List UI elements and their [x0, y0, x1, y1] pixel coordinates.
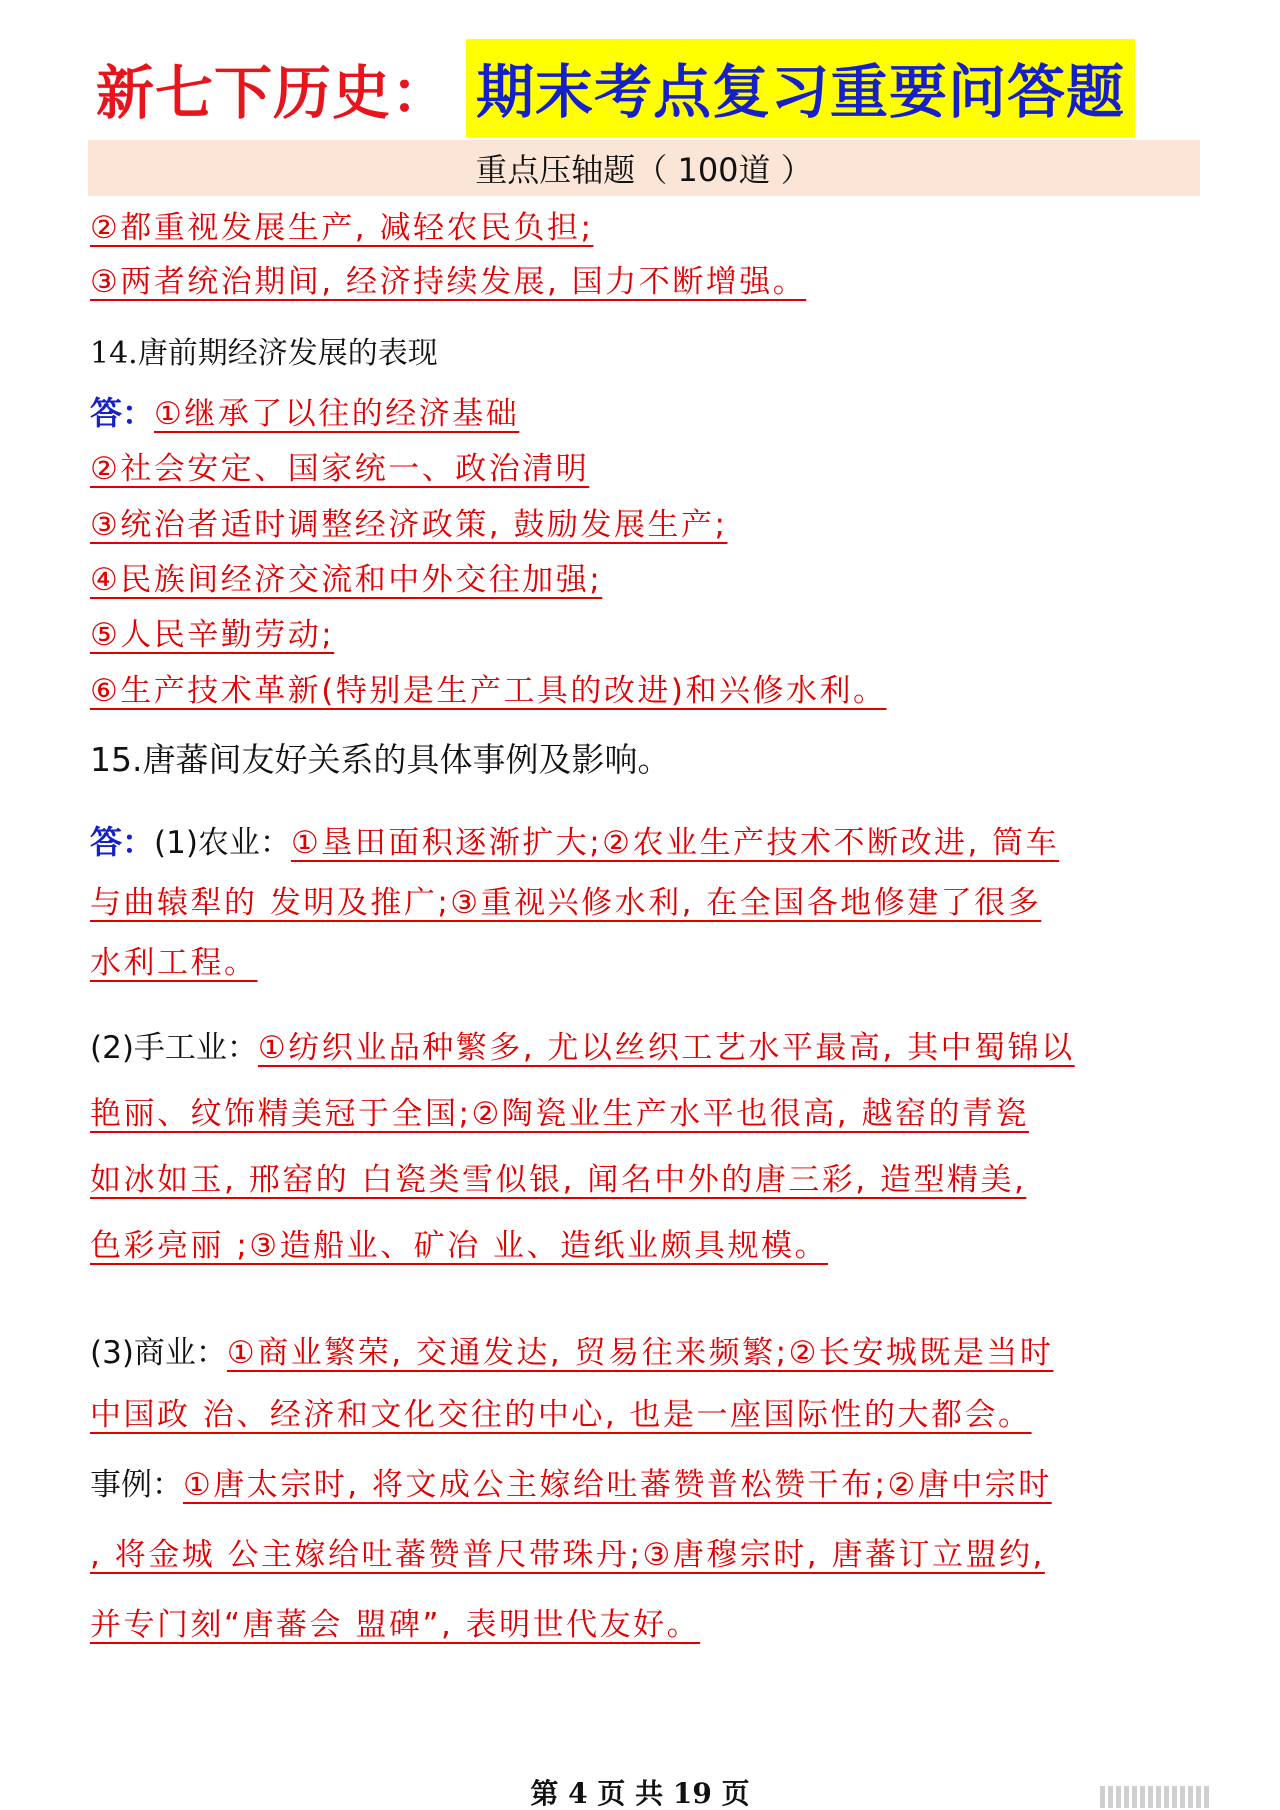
title-left: 新七下历史：	[96, 59, 451, 127]
prev-answer-line: ③两者统治期间, 经济持续发展, 国力不断增强。	[90, 264, 807, 300]
q14-item: ④民族间经济交流和中外交往加强;	[90, 562, 603, 598]
agri-line: 水利工程。	[90, 945, 258, 981]
q14-item: ②社会安定、国家统一、政治清明	[90, 451, 590, 487]
title-highlight: 期末考点复习重要问答题	[466, 39, 1135, 137]
watermark-bars	[1100, 1782, 1209, 1808]
q15-commerce-block	[90, 1322, 1200, 1446]
commerce-line: ①商业繁荣, 交通发达, 贸易往来频繁;②长安城既是当时	[226, 1335, 1054, 1371]
question-15: 15.唐蕃间友好关系的具体事例及影响。	[90, 740, 671, 779]
q14-answer-line	[90, 388, 519, 434]
q14-item: ⑤人民辛勤劳动;	[90, 617, 335, 653]
q15-agri-block	[90, 812, 1200, 993]
craft-line: 如冰如玉, 邢窑的 白瓷类雪似银, 闻名中外的唐三彩, 造型精美,	[90, 1162, 1027, 1198]
q14-item: ⑥生产技术革新(特别是生产工具的改进)和兴修水利。	[90, 673, 887, 709]
question-14: 14.唐前期经济发展的表现	[90, 336, 438, 371]
q15-craft-block	[90, 1015, 1200, 1279]
craft-label: (2)手工业：	[90, 1030, 258, 1066]
examples-line: ①唐太宗时, 将文成公主嫁给吐蕃赞普松赞干布;②唐中宗时	[183, 1467, 1052, 1503]
answer-label: 答：	[90, 823, 155, 861]
examples-line: 并专门刻“唐蕃会 盟碑”, 表明世代友好。	[90, 1607, 701, 1643]
craft-line: 色彩亮丽 ;③造船业、矿冶 业、造纸业颇具规模。	[90, 1228, 828, 1264]
q14-item: ③统治者适时调整经济政策, 鼓励发展生产;	[90, 507, 728, 543]
title-row	[96, 40, 1135, 136]
agri-line: ①垦田面积逐渐扩大;②农业生产技术不断改进, 筒车	[290, 825, 1060, 861]
q14-item: ①继承了以往的经济基础	[154, 396, 520, 432]
page-number: 第 4 页 共 19 页	[530, 1777, 750, 1810]
q15-examples-block	[90, 1450, 1200, 1660]
examples-line: , 将金城 公主嫁给吐蕃赞普尺带珠丹;③唐穆宗时, 唐蕃订立盟约,	[90, 1537, 1045, 1573]
commerce-label: (3)商业：	[90, 1335, 227, 1371]
agri-label: (1)农业：	[154, 825, 291, 861]
commerce-line: 中国政 治、经济和文化交往的中心, 也是一座国际性的大都会。	[90, 1397, 1032, 1433]
craft-line: 艳丽、纹饰精美冠于全国;②陶瓷业生产水平也很高, 越窑的青瓷	[90, 1096, 1029, 1132]
examples-label: 事例：	[90, 1467, 183, 1503]
prev-answer-line: ②都重视发展生产, 减轻农民负担;	[90, 210, 594, 246]
craft-line: ①纺织业品种繁多, 尤以丝织工艺水平最高, 其中蜀锦以	[257, 1030, 1075, 1066]
answer-label: 答：	[90, 394, 155, 432]
agri-line: 与曲辕犁的 发明及推广;③重视兴修水利, 在全国各地修建了很多	[90, 885, 1042, 921]
subtitle-band: 重点压轴题（ 100道 ）	[88, 140, 1200, 196]
